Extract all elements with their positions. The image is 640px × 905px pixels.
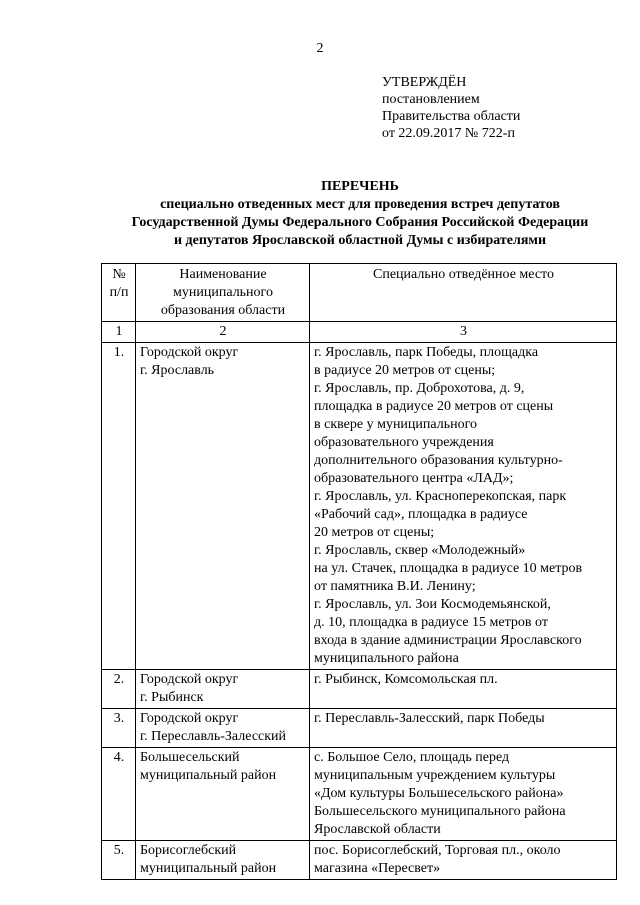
approval-line: постановлением (382, 92, 480, 107)
heading-line: Государственной Думы Федерального Собрания Российской Федерации (131, 215, 589, 230)
designated-place (310, 343, 617, 670)
table-row (102, 748, 617, 841)
municipality-name-line: Городской округ (140, 345, 239, 360)
designated-place-line: площадка в радиусе 20 метров от сцены (314, 399, 554, 414)
column-number-row (102, 322, 617, 343)
designated-place-line: в сквере у муниципального (314, 417, 477, 432)
designated-place (310, 841, 617, 880)
table-row (102, 670, 617, 709)
designated-place-line: г. Переславль-Залесский, парк Победы (314, 711, 545, 726)
designated-place-line: г. Ярославль, пр. Доброхотова, д. 9, (314, 381, 525, 396)
municipality-name-line: г. Ярославль (140, 363, 215, 378)
approval-stamp (382, 74, 612, 142)
municipality-name (136, 670, 310, 709)
row-number: 2. (102, 670, 136, 709)
designated-place-line: Большесельского муниципального района (314, 804, 566, 819)
municipality-name-line: Городской округ (140, 711, 239, 726)
header-place: Специально отведённое место (310, 264, 617, 322)
row-number: 5. (102, 841, 136, 880)
designated-place-line: образовательного учреждения (314, 435, 494, 450)
heading-line: специально отведенных мест для проведения встреч депутатов (160, 197, 560, 212)
designated-place-line: «Рабочий сад», площадка в радиусе (314, 507, 528, 522)
designated-place-line: пос. Борисоглебский, Торговая пл., около (314, 843, 561, 858)
designated-place-line: муниципального района (314, 651, 459, 666)
designated-place-line: дополнительного образования культурно- (314, 453, 563, 468)
document-title: ПЕРЕЧЕНЬ (321, 179, 399, 194)
places-table (101, 263, 617, 880)
designated-place (310, 748, 617, 841)
designated-place-line: с. Большое Село, площадь перед (314, 750, 510, 765)
designated-place (310, 709, 617, 748)
row-number: 3. (102, 709, 136, 748)
column-number: 2 (136, 322, 310, 343)
designated-place-line: г. Ярославль, парк Победы, площадка (314, 345, 539, 360)
municipality-name (136, 343, 310, 670)
designated-place-line: д. 10, площадка в радиусе 15 метров от (314, 615, 548, 630)
designated-place-line: г. Рыбинск, Комсомольская пл. (314, 672, 498, 687)
municipality-name-line: Городской округ (140, 672, 239, 687)
approval-line: Правительства области (382, 109, 521, 124)
header-name: Наименование муниципального образования области (136, 264, 310, 322)
designated-place-line: г. Ярославль, сквер «Молодежный» (314, 543, 526, 558)
approval-line: от 22.09.2017 № 722-п (382, 126, 515, 141)
designated-place-line: г. Ярославль, ул. Зои Космодемьянской, (314, 597, 551, 612)
designated-place-line: на ул. Стачек, площадка в радиусе 10 метров (314, 561, 583, 576)
header-num: № п/п (102, 264, 136, 322)
heading-line: и депутатов Ярославской областной Думы с избирателями (173, 233, 547, 248)
designated-place-line: от памятника В.И. Ленину; (314, 579, 476, 594)
designated-place-line: г. Ярославль, ул. Красноперекопская, парк (314, 489, 567, 504)
table-row (102, 709, 617, 748)
designated-place-line: магазина «Пересвет» (314, 861, 441, 876)
municipality-name-line: Борисоглебский (140, 843, 237, 858)
designated-place-line: «Дом культуры Большесельского района» (314, 786, 564, 801)
designated-place-line: Ярославской области (314, 822, 441, 837)
designated-place-line: в радиусе 20 метров от сцены; (314, 363, 496, 378)
designated-place-line: входа в здание администрации Ярославского (314, 633, 582, 648)
table-row (102, 343, 617, 670)
column-number: 3 (310, 322, 617, 343)
designated-place-line: 20 метров от сцены; (314, 525, 435, 540)
table-header-row (102, 264, 617, 322)
approval-line: УТВЕРЖДЁН (382, 75, 467, 90)
municipality-name (136, 748, 310, 841)
municipality-name-line: муниципальный район (140, 768, 277, 783)
page-number: 2 (316, 41, 324, 56)
municipality-name-line: муниципальный район (140, 861, 277, 876)
municipality-name-line: г. Рыбинск (140, 690, 204, 705)
row-number: 1. (102, 343, 136, 670)
designated-place-line: образовательного центра «ЛАД»; (314, 471, 514, 486)
row-number: 4. (102, 748, 136, 841)
table-row (102, 841, 617, 880)
municipality-name-line: Большесельский (140, 750, 240, 765)
municipality-name (136, 709, 310, 748)
document-heading (96, 178, 624, 250)
column-number: 1 (102, 322, 136, 343)
designated-place-line: муниципальным учреждением культуры (314, 768, 556, 783)
municipality-name (136, 841, 310, 880)
municipality-name-line: г. Переславль-Залесский (140, 729, 287, 744)
designated-place (310, 670, 617, 709)
